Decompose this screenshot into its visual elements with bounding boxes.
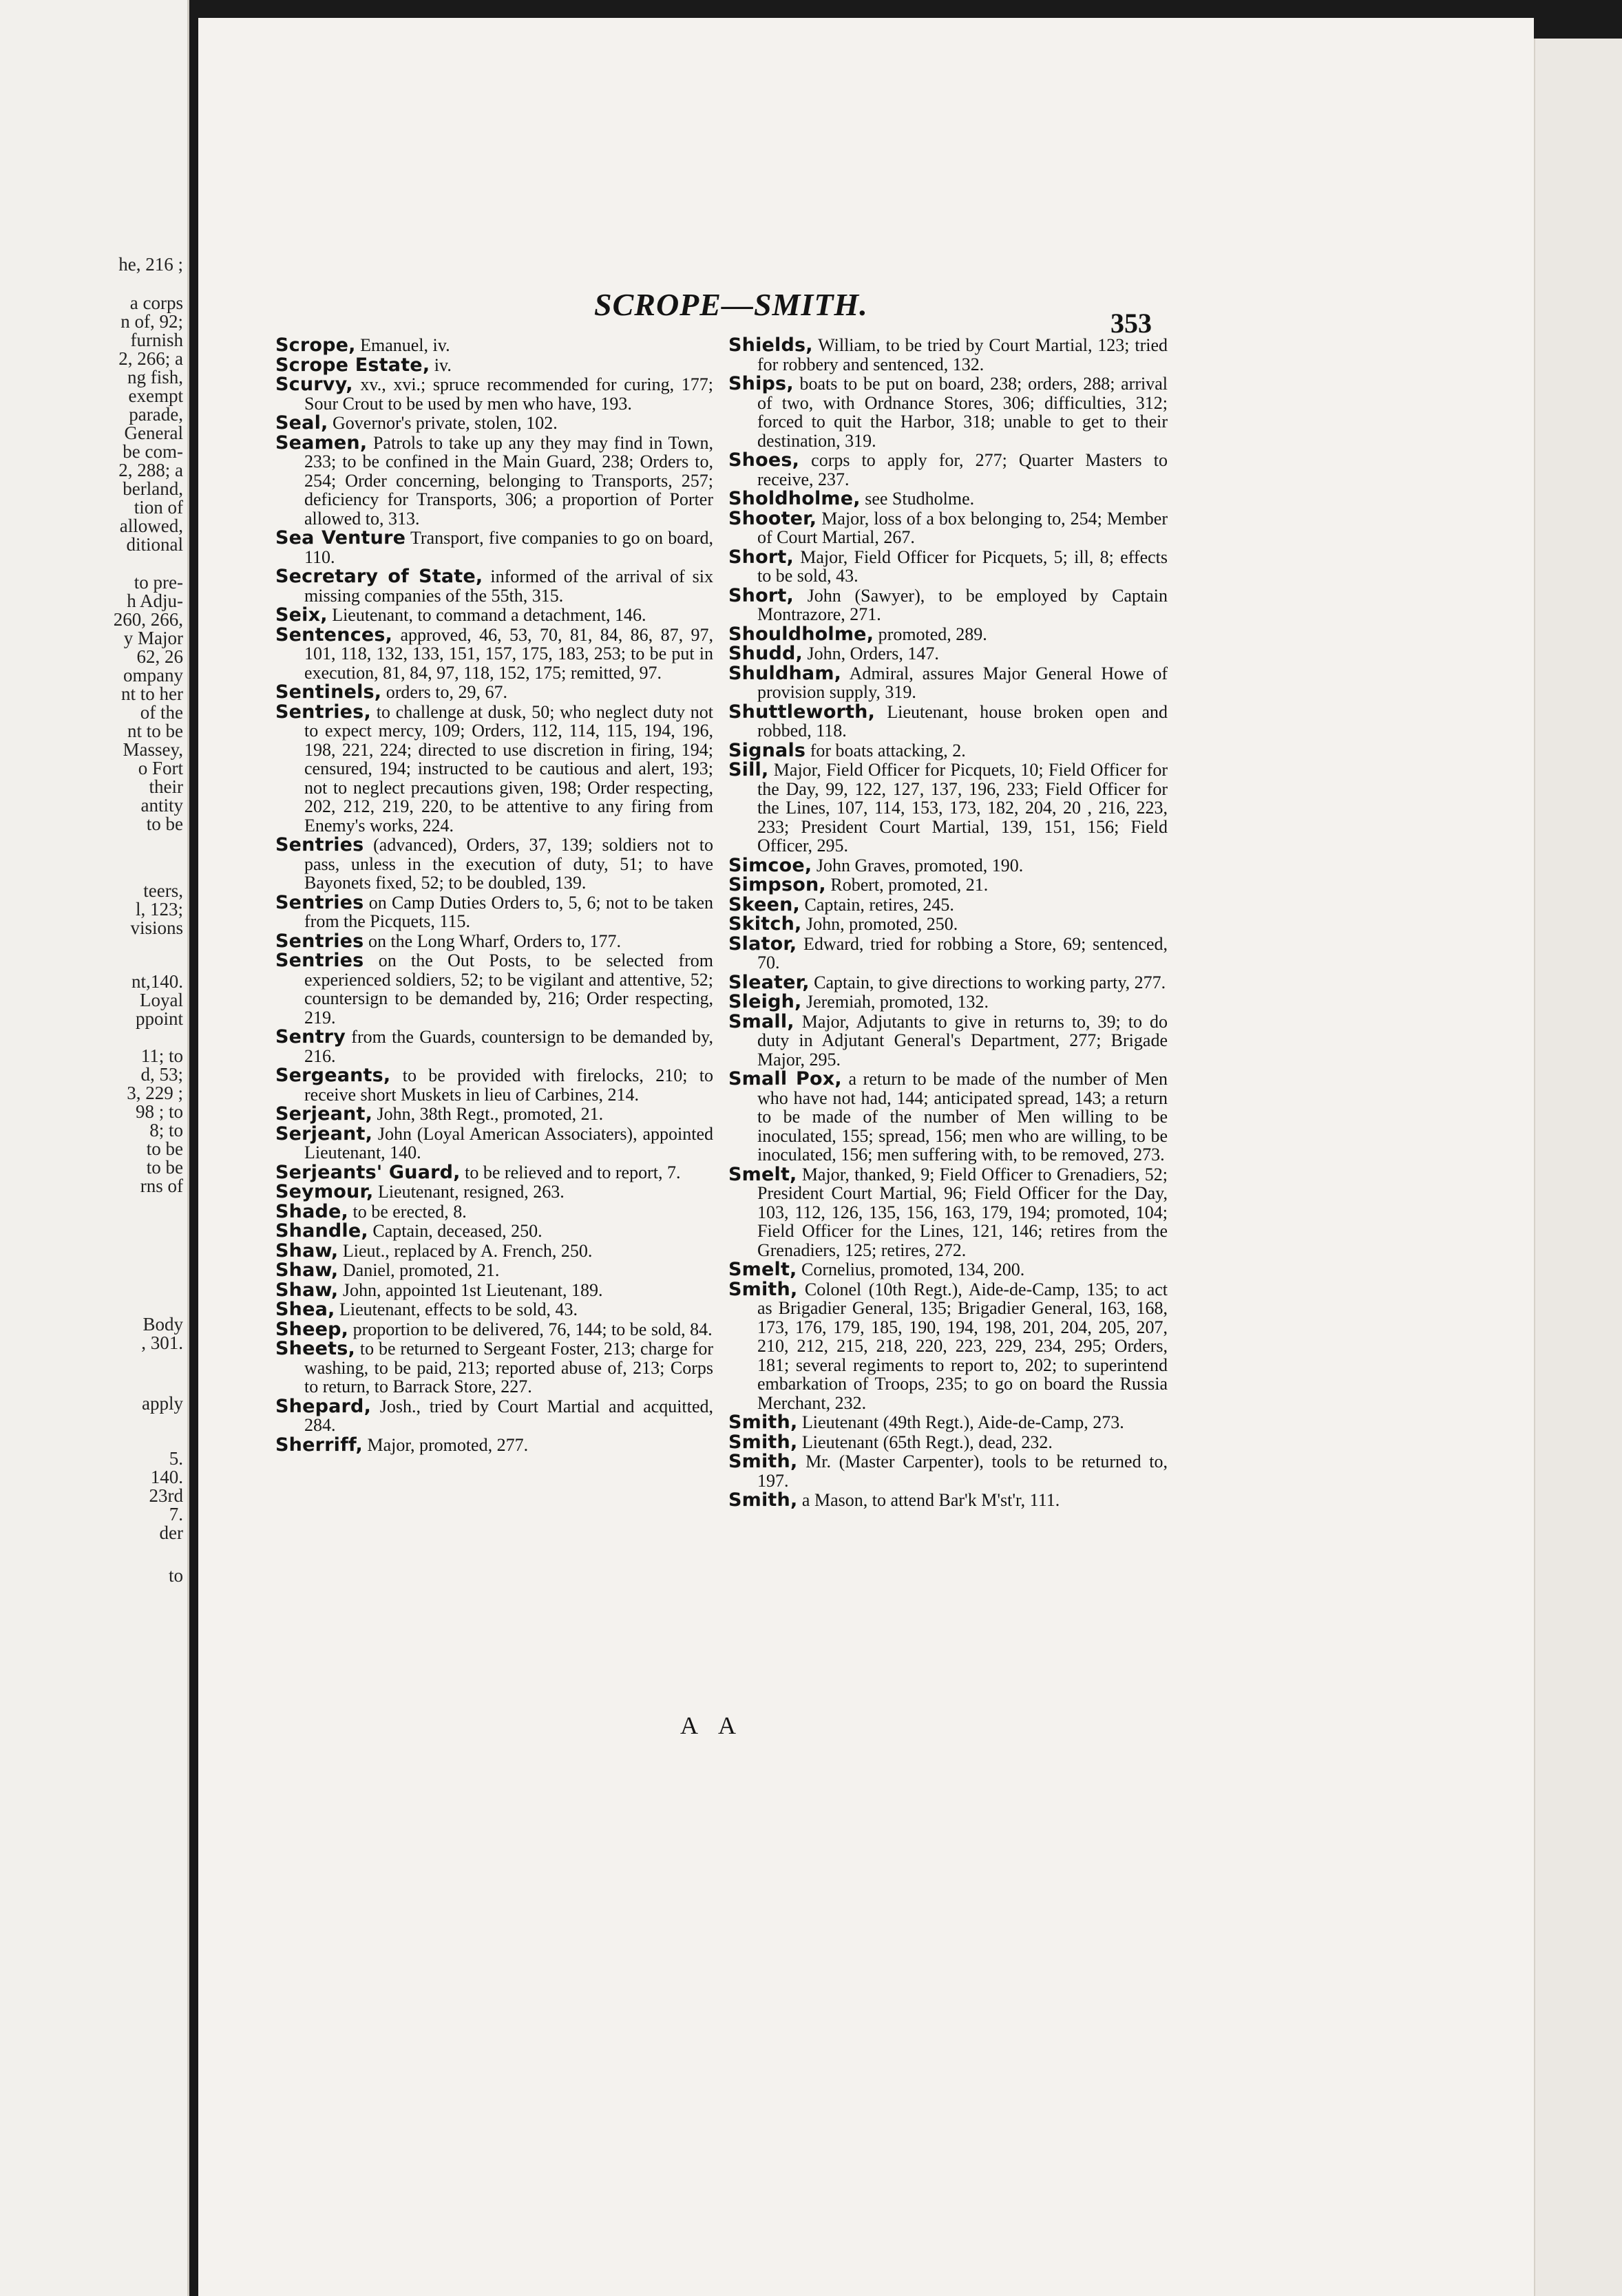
facing-page-line: 11; to <box>140 1045 183 1066</box>
index-entry <box>728 625 1168 644</box>
facing-page-line: be com- <box>123 441 183 462</box>
entry-text: a return to be made of the number of Men who have not had, 144; anticipated spread, 143; a return to be made of the number of Men willing to be inoculated, 155; spread, 156; men who are willing, to be inoculated, 156; men suffering with, to be removed, 273. <box>757 1069 1168 1165</box>
index-entry <box>728 856 1168 875</box>
facing-page-line: ditional <box>126 534 183 555</box>
index-entry <box>728 1433 1168 1452</box>
entry-headword: Smelt, <box>728 1163 797 1185</box>
index-entry <box>728 1012 1168 1070</box>
index-entry <box>728 703 1168 741</box>
entry-text: Captain, deceased, 250. <box>368 1221 543 1241</box>
index-entry <box>275 1242 713 1261</box>
facing-page-line: nt to be <box>127 721 183 741</box>
entry-text: Mr. (Master Carpenter), tools to be returned to, 197. <box>757 1452 1168 1491</box>
index-entry <box>275 336 713 355</box>
facing-page-line: General <box>124 423 183 443</box>
facing-page-line: allowed, <box>119 515 183 536</box>
entry-text: Transport, five companies to go on board, 110. <box>304 528 713 567</box>
index-entry <box>275 703 713 836</box>
next-page-edge <box>1534 39 1622 2296</box>
index-entry <box>275 1281 713 1300</box>
index-entry <box>728 1491 1168 1510</box>
facing-page-line: furnish <box>130 330 183 350</box>
entry-headword: Sill, <box>728 759 769 780</box>
facing-page-line: to <box>168 1565 183 1586</box>
entry-text: Major, promoted, 277. <box>362 1434 529 1455</box>
entry-headword: Scrope Estate, <box>275 354 430 376</box>
facing-page-line: ompany <box>123 665 183 685</box>
entry-headword: Sleater, <box>728 971 810 993</box>
index-entry <box>275 529 713 566</box>
entry-text: promoted, 289. <box>874 624 987 644</box>
entry-headword: Sentinels, <box>275 681 382 703</box>
index-entry <box>275 1066 713 1104</box>
entry-headword: Shudd, <box>728 643 803 664</box>
entry-text: informed of the arrival of six missing companies of the 55th, 315. <box>304 566 713 606</box>
entry-headword: Shuldham, <box>728 662 842 684</box>
entry-headword: Small Pox, <box>728 1068 842 1089</box>
entry-text: boats to be put on board, 238; orders, 288; arrival of two, with Ordnance Stores, 306; difficulties, 312; forced to quit the Harbor, 318; unable to get to their destination, 319. <box>757 374 1168 451</box>
index-entry <box>728 374 1168 450</box>
index-entry <box>275 893 713 931</box>
entry-headword: Sholdholme, <box>728 488 861 509</box>
entry-headword: Sentries <box>275 891 364 913</box>
entry-text: Admiral, assures Major General Howe of provision supply, 319. <box>757 663 1168 702</box>
index-entry <box>728 761 1168 855</box>
index-entry <box>728 895 1168 915</box>
facing-page-line: 140. <box>150 1467 183 1487</box>
entry-text: Major, Field Officer for Picquets, 5; ill, 8; effects to be sold, 43. <box>757 546 1168 586</box>
entry-headword: Smith, <box>728 1431 798 1453</box>
entry-text: to challenge at dusk, 50; who neglect duty not to expect mercy, 109; Orders, 112, 114, 115, 194, 196, 198, 221, 224; directed to use discretion in firing, 194; censured, 194; instructed to be cautious and alert, 193; not to neglect precautions given, 198; Order respecting, 202, 212, 219, 220, to be attentive to any firing from Enemy's works, 224. <box>304 701 713 836</box>
index-entry <box>275 1397 713 1435</box>
entry-text: to be returned to Sergeant Foster, 213; charge for washing, to be paid, 213; reported abuse of, 213; Corps to return, to Barrack Store, 227. <box>304 1339 713 1396</box>
index-entry <box>275 375 713 413</box>
entry-headword: Ships, <box>728 373 794 394</box>
entry-text: Captain, retires, 245. <box>799 894 954 915</box>
entry-headword: Seamen, <box>275 432 368 454</box>
index-entry <box>728 509 1168 547</box>
index-page <box>198 18 1534 2296</box>
facing-page-line: o Fort <box>138 758 183 778</box>
entry-headword: Secretary of State, <box>275 566 483 587</box>
entry-headword: Smith, <box>728 1412 798 1433</box>
entry-headword: Skeen, <box>728 893 800 915</box>
entry-text: for boats attacking, 2. <box>805 740 966 761</box>
entry-headword: Sentry <box>275 1026 346 1048</box>
entry-headword: Simpson, <box>728 874 826 895</box>
entry-text: Daniel, promoted, 21. <box>338 1260 500 1280</box>
index-entry <box>275 1105 713 1124</box>
entry-headword: Smith, <box>728 1278 798 1300</box>
page-title: SCROPE—SMITH. <box>594 287 868 322</box>
entry-text: Robert, promoted, 21. <box>825 875 989 895</box>
facing-page-line: y Major <box>123 628 183 648</box>
facing-page-line: der <box>159 1522 183 1543</box>
facing-page-line: teers, <box>143 880 183 901</box>
index-entry <box>275 1028 713 1065</box>
entry-text: Lieutenant (65th Regt.), dead, 232. <box>797 1432 1053 1452</box>
index-entry <box>728 935 1168 972</box>
entry-headword: Shields, <box>728 334 813 356</box>
entry-text: approved, 46, 53, 70, 81, 84, 86, 87, 97, 101, 118, 132, 133, 151, 157, 175, 183, 253; to be put in execution, 81, 84, 97, 118, 152, 175; remitted, 97. <box>304 624 713 683</box>
index-column-right <box>728 336 1168 1511</box>
entry-text: on Camp Duties Orders to, 5, 6; not to be taken from the Picquets, 115. <box>304 892 713 931</box>
entry-text: Emanuel, iv. <box>355 335 450 355</box>
facing-page-line: 23rd <box>149 1485 183 1506</box>
entry-headword: Seal, <box>275 412 328 434</box>
index-entry <box>275 683 713 702</box>
entry-headword: Shea, <box>275 1299 335 1320</box>
entry-headword: Sentences, <box>275 624 393 646</box>
facing-page-line: 2, 288; a <box>118 460 183 480</box>
entry-text: see Studholme. <box>860 489 975 509</box>
entry-headword: Short, <box>728 546 794 568</box>
entry-text: William, to be tried by Court Martial, 123; tried for robbery and sentenced, 132. <box>757 335 1168 374</box>
index-entry <box>275 606 713 625</box>
index-entry <box>275 1339 713 1396</box>
index-entry <box>728 1452 1168 1490</box>
index-entry <box>728 451 1168 489</box>
index-entry <box>275 1182 713 1202</box>
facing-page-line: to be <box>146 1157 183 1178</box>
entry-text: orders to, 29, 67. <box>381 682 507 702</box>
entry-headword: Sentries <box>275 950 364 971</box>
entry-text: Colonel (10th Regt.), Aide-de-Camp, 135; to act as Brigadier General, 135; Brigadier General, 163, 168, 173, 176, 179, 185, 190, 194, 198, 201, 204, 205, 207, 210, 212, 215, 218, 220, 223, 229, 234, 295; Orders, 181; several regiments to report to, 202; to superintend embarkation of Troops, 235; to go on board the Russia Merchant, 232. <box>757 1279 1168 1413</box>
entry-headword: Shepard, <box>275 1395 372 1417</box>
facing-page-line: 7. <box>169 1504 183 1524</box>
entry-text: corps to apply for, 277; Quarter Masters to receive, 237. <box>757 450 1168 489</box>
entry-text: Captain, to give directions to working party, 277. <box>809 972 1166 992</box>
index-entry <box>275 1320 713 1339</box>
facing-page-line: Loyal <box>140 990 183 1010</box>
facing-page-line: 8; to <box>149 1120 183 1140</box>
facing-page-line: 62, 26 <box>136 646 183 667</box>
entry-text: Lieutenant, resigned, 263. <box>373 1182 565 1202</box>
facing-page-line: a corps <box>129 293 183 313</box>
entry-headword: Serjeant, <box>275 1103 373 1125</box>
entry-headword: Shaw, <box>275 1259 339 1281</box>
facing-page-line: 5. <box>169 1448 183 1469</box>
entry-text: Lieut., replaced by A. French, 250. <box>338 1240 593 1261</box>
entry-headword: Shuttleworth, <box>728 701 876 723</box>
facing-page-line: exempt <box>128 385 183 406</box>
index-entry <box>728 1165 1168 1260</box>
entry-headword: Sentries <box>275 834 364 855</box>
index-entry <box>728 644 1168 663</box>
entry-text: Lieutenant, house broken open and robbed, 118. <box>757 701 1168 741</box>
entry-text: Lieutenant (49th Regt.), Aide-de-Camp, 273. <box>797 1412 1124 1432</box>
page-number: 353 <box>1110 308 1152 339</box>
entry-text: to be erected, 8. <box>348 1201 467 1222</box>
index-entry <box>728 1260 1168 1279</box>
entry-headword: Sheep, <box>275 1318 349 1340</box>
index-entry <box>728 336 1168 374</box>
facing-page-line: ng fish, <box>127 367 183 387</box>
facing-page-line: to be <box>146 1138 183 1159</box>
entry-text: on the Out Posts, to be selected from experienced soldiers, 52; to be vigilant and attentive, 52; countersign to be demanded by, 216; Order respecting, 219. <box>304 950 713 1028</box>
entry-headword: Simcoe, <box>728 854 812 876</box>
index-column-left <box>275 336 713 1455</box>
entry-headword: Sheets, <box>275 1338 355 1359</box>
entry-text: a Mason, to attend Bar'k M'st'r, 111. <box>797 1490 1060 1510</box>
entry-headword: Shoes, <box>728 449 800 471</box>
entry-headword: Shaw, <box>275 1240 339 1262</box>
facing-page-line: Massey, <box>123 739 183 760</box>
entry-text: John, appointed 1st Lieutenant, 189. <box>338 1279 603 1300</box>
entry-headword: Shouldholme, <box>728 623 874 645</box>
facing-page-line: to be <box>146 814 183 834</box>
entry-text: John (Loyal American Associaters), appointed Lieutenant, 140. <box>304 1123 713 1162</box>
index-entry <box>275 1202 713 1222</box>
facing-page-line: , 301. <box>141 1332 183 1353</box>
entry-text: Cornelius, promoted, 134, 200. <box>797 1259 1025 1279</box>
entry-text: from the Guards, countersign to be demanded by, 216. <box>304 1027 713 1066</box>
entry-headword: Smelt, <box>728 1259 797 1280</box>
index-entry <box>728 586 1168 624</box>
facing-page-line: 3, 229 ; <box>127 1083 183 1103</box>
facing-page-line: tion of <box>134 497 183 518</box>
index-entry <box>275 932 713 951</box>
index-entry <box>728 741 1168 761</box>
entry-text: Josh., tried by Court Martial and acquitted, 284. <box>304 1396 713 1435</box>
facing-page-line: h Adju- <box>127 591 183 611</box>
facing-page-line: nt,140. <box>131 971 183 992</box>
facing-page-line: d, 53; <box>140 1064 183 1085</box>
entry-headword: Sleigh, <box>728 991 802 1012</box>
entry-text: Major, loss of a box belonging to, 254; Member of Court Martial, 267. <box>757 508 1168 547</box>
entry-text: on the Long Wharf, Orders to, 177. <box>364 931 621 951</box>
facing-page-line: their <box>149 776 183 797</box>
index-entry <box>275 1300 713 1319</box>
index-entry <box>728 992 1168 1012</box>
signature-mark: A A <box>680 1712 745 1739</box>
facing-page-line: apply <box>142 1393 183 1414</box>
entry-text: Governor's private, stolen, 102. <box>328 413 558 433</box>
index-entry <box>728 489 1168 509</box>
entry-text: John Graves, promoted, 190. <box>812 855 1024 875</box>
index-entry <box>728 1070 1168 1165</box>
entry-text: Patrols to take up any they may find in Town, 233; to be confined in the Main Guard, 238; Orders to, 254; Order concerning, belonging to Transports, 257; deficiency for Transports, 306; a proportion of Porter allowed to, 313. <box>304 432 713 529</box>
index-entry <box>275 567 713 605</box>
index-entry <box>275 414 713 433</box>
entry-text: proportion to be delivered, 76, 144; to be sold, 84. <box>348 1319 713 1339</box>
index-entry <box>275 626 713 683</box>
entry-text: to be provided with firelocks, 210; to receive short Muskets in lieu of Carbines, 214. <box>304 1065 713 1105</box>
entry-text: Major, Adjutants to give in returns to, 39; to do duty in Adjutant General's Department, 277; Brigade Major, 295. <box>757 1011 1168 1070</box>
index-entry <box>275 951 713 1027</box>
index-entry <box>275 434 713 529</box>
facing-page-line: 260, 266, <box>113 609 183 630</box>
entry-text: Major, thanked, 9; Field Officer to Grenadiers, 52; President Court Martial, 96; Field Officer for the Day, 103, 112, 126, 135, 156, 163, 179, 194; promoted, 104; Field Officer for the Lines, 121, 146; retires from the Grenadiers, 125; retires, 272. <box>757 1164 1168 1260</box>
entry-headword: Seix, <box>275 604 328 626</box>
facing-page-line: ppoint <box>135 1008 183 1029</box>
entry-headword: Sherriff, <box>275 1434 363 1456</box>
entry-text: Lieutenant, effects to be sold, 43. <box>335 1299 578 1319</box>
entry-headword: Smith, <box>728 1451 798 1472</box>
facing-page-line: nt to her <box>121 683 183 704</box>
entry-headword: Small, <box>728 1010 794 1032</box>
entry-headword: Smith, <box>728 1489 798 1511</box>
entry-headword: Skitch, <box>728 913 802 935</box>
index-entry <box>728 973 1168 992</box>
entry-headword: Shaw, <box>275 1279 339 1301</box>
entry-headword: Signals <box>728 739 806 761</box>
entry-text: John, promoted, 250. <box>801 914 958 934</box>
index-entry <box>275 1163 713 1182</box>
index-entry <box>275 1261 713 1280</box>
facing-page-line: n of, 92; <box>120 311 183 332</box>
entry-headword: Seymour, <box>275 1181 374 1202</box>
index-entry <box>275 1436 713 1455</box>
entry-headword: Sergeants, <box>275 1065 391 1086</box>
facing-page-line: rns of <box>140 1176 183 1196</box>
index-entry <box>728 548 1168 586</box>
entry-headword: Serjeants' Guard, <box>275 1161 461 1183</box>
facing-page-line: Body <box>143 1314 183 1335</box>
entry-text: Major, Field Officer for Picquets, 10; Field Officer for the Day, 99, 122, 127, 137, 196, 233; Field Officer for the Lines, 107, 114, 153, 173, 182, 204, 20 , 216, 223, 233; President Court Martial, 139, 151, 156; Field Officer, 295. <box>757 760 1168 855</box>
entry-headword: Scurvy, <box>275 374 353 395</box>
entry-text: Edward, tried for robbing a Store, 69; sentenced, 70. <box>757 933 1168 972</box>
entry-text: iv. <box>430 354 452 375</box>
facing-page-line: visions <box>130 917 183 938</box>
entry-headword: Shade, <box>275 1200 348 1222</box>
index-entry <box>275 836 713 893</box>
entry-text: John (Sawyer), to be employed by Captain Montrazore, 271. <box>757 585 1168 624</box>
entry-headword: Shooter, <box>728 507 817 529</box>
index-entry <box>728 875 1168 895</box>
index-entry <box>728 1413 1168 1432</box>
index-entry <box>728 915 1168 934</box>
entry-headword: Slator, <box>728 933 797 955</box>
facing-page-line: 2, 266; a <box>118 348 183 369</box>
facing-page-line: parade, <box>129 404 183 425</box>
entry-headword: Shandle, <box>275 1220 368 1242</box>
facing-page-line: of the <box>140 702 183 723</box>
entry-text: Lieutenant, to command a detachment, 146. <box>327 605 646 625</box>
index-entry <box>728 664 1168 702</box>
entry-text: Jeremiah, promoted, 132. <box>801 992 989 1012</box>
entry-headword: Short, <box>728 584 794 606</box>
entry-headword: Serjeant, <box>275 1123 373 1145</box>
entry-text: xv., xvi.; spruce recommended for curing, 177; Sour Crout to be used by men who have, 193. <box>304 374 713 414</box>
entry-text: to be relieved and to report, 7. <box>460 1162 681 1182</box>
facing-page-line: he, 216 ; <box>118 254 183 275</box>
entry-headword: Sea Venture <box>275 527 406 549</box>
entry-headword: Sentries <box>275 930 364 952</box>
facing-page-edge <box>0 0 189 2296</box>
facing-page-line: berland, <box>123 478 183 499</box>
index-entry <box>275 1125 713 1162</box>
entry-text: John, 38th Regt., promoted, 21. <box>372 1104 604 1124</box>
index-entry <box>275 356 713 375</box>
facing-page-line: antity <box>140 795 183 816</box>
entry-headword: Scrope, <box>275 334 356 356</box>
entry-text: (advanced), Orders, 37, 139; soldiers not to pass, unless in the execution of duty, 51; to have Bayonets fixed, 52; to be doubled, 139. <box>304 835 713 893</box>
entry-text: John, Orders, 147. <box>803 644 939 663</box>
entry-headword: Sentries, <box>275 701 371 723</box>
index-entry <box>275 1222 713 1241</box>
index-entry <box>728 1280 1168 1413</box>
facing-page-line: 98 ; to <box>135 1101 183 1122</box>
facing-page-line: l, 123; <box>135 899 183 920</box>
facing-page-line: to pre- <box>134 572 183 593</box>
